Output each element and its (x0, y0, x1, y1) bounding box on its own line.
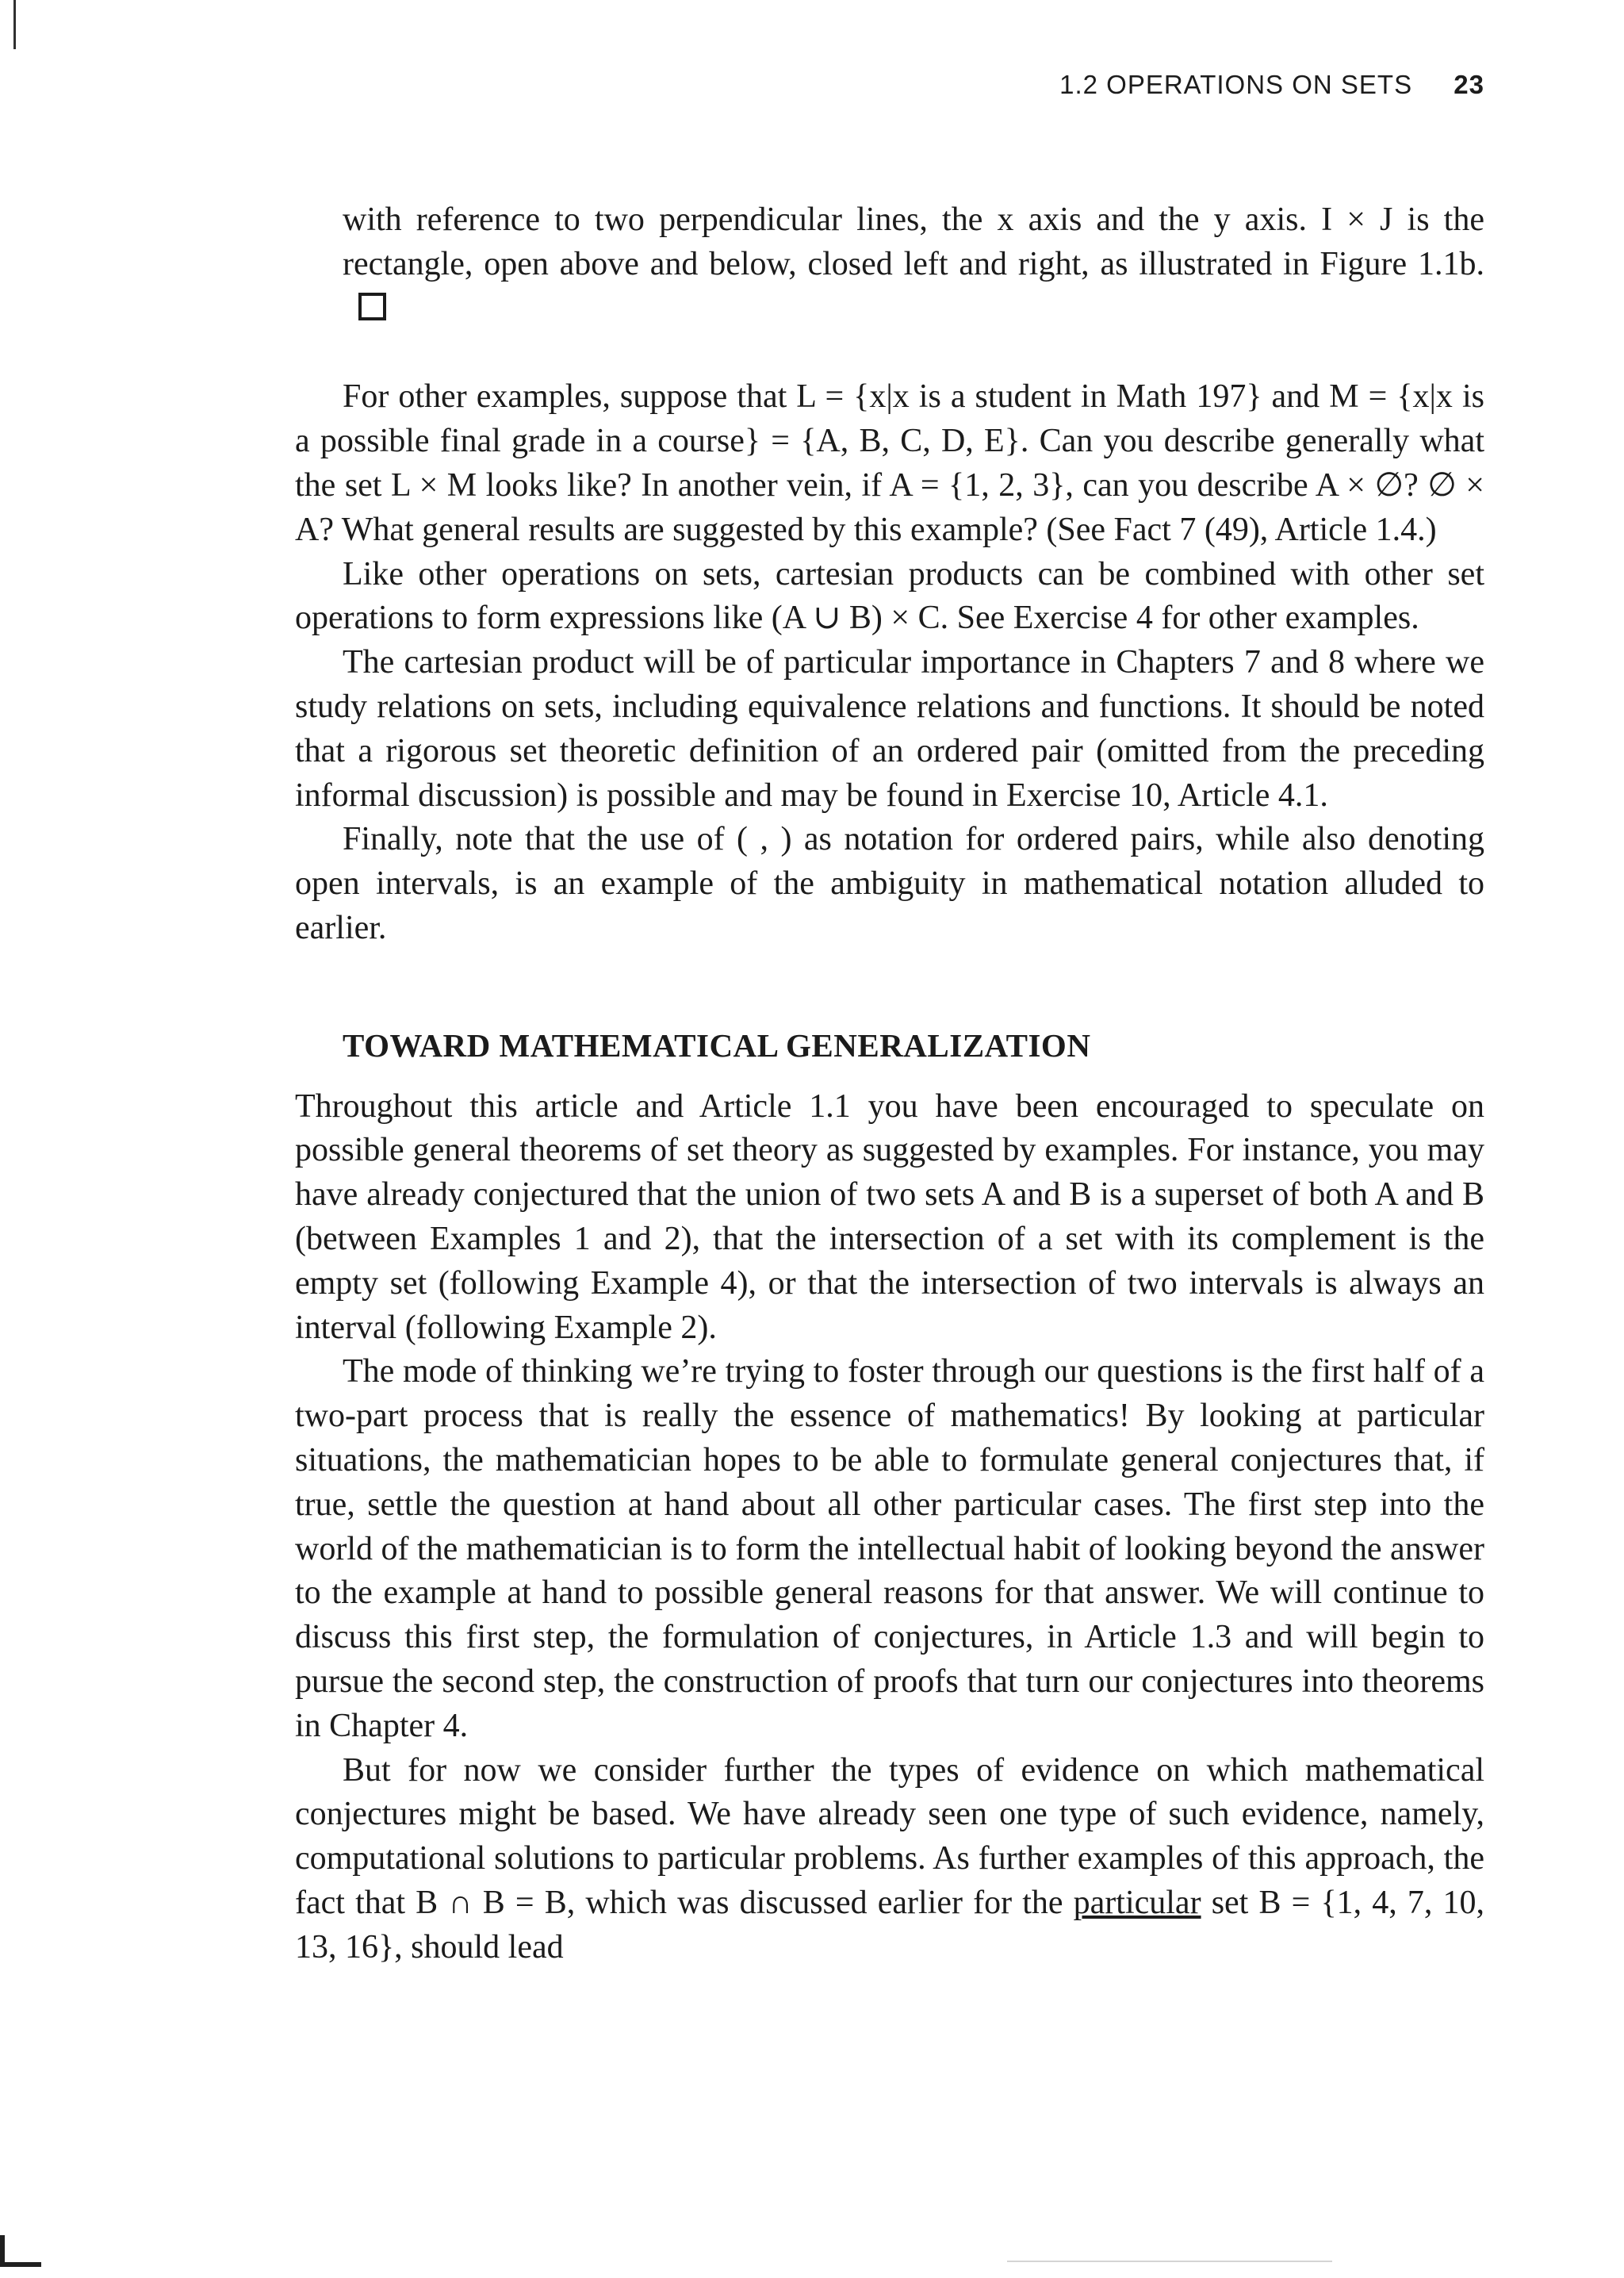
paragraph (343, 198, 1484, 331)
section-heading: TOWARD MATHEMATICAL GENERALIZATION (343, 1026, 1091, 1064)
paragraph-text: But for now we consider further the types of evidence on which mathematical conjectures might be based. We have already seen one type of such evidence, namely, computational solutions to particular problems. As further examples of this approach, the fact that B ∩ B = B, which was discussed earlier for the (295, 1751, 1484, 1921)
paragraph-text: with reference to two perpendicular lines, the x axis and the y axis. I × J is the rectangle, open above and below, closed left and right, as illustrated in Figure 1.1b. (343, 201, 1484, 282)
paragraph (295, 1749, 1484, 1970)
corner-crop-mark (0, 2235, 41, 2267)
scan-edge-mark (13, 0, 16, 49)
paragraph: The mode of thinking we’re trying to foster through our questions is the first half of a two-part process that is really the essence of mathematics! By looking at particular situations, the mathematician hopes to be able to formulate general conjectures that, if true, settle the question at hand about all other particular cases. The first step into the world of the mathematician is to form the intellectual habit of looking beyond the answer to the example at hand to possible general reasons for that answer. We will continue to discuss this first step, the formulation of conjectures, in Article 1.3 and will begin to pursue the second step, the construction of proofs that turn our conjectures into theorems in Chapter 4. (295, 1353, 1484, 1744)
paragraph: Like other operations on sets, cartesian products can be combined with other set operations to form expressions like (A ∪ B) × C. See Exercise 4 for other examples. (295, 555, 1484, 637)
page-number: 23 (1454, 70, 1484, 99)
paragraph: Throughout this article and Article 1.1 you have been encouraged to speculate on possible general theorems of set theory as suggested by examples. For instance, you may have already conjectured that the union of two sets A and B is a superset of both A and B (between Examples 1 and 2), that the intersection of a set with its complement is the empty set (following Example 4), or that the intersection of two intervals is always an interval (following Example 2). (295, 1087, 1484, 1346)
section-title: 1.2 OPERATIONS ON SETS (1059, 70, 1413, 99)
paragraph: The cartesian product will be of particular importance in Chapters 7 and 8 where we study relations on sets, including equivalence relations and functions. It should be noted that a rigorous set theoretic definition of an ordered pair (omitted from the preceding informal discussion) is possible and may be found in Exercise 10, Article 4.1. (295, 644, 1484, 814)
paragraph-text: set B = {1, 4, 7, 10, 13, 16}, should lead (295, 1884, 1484, 1965)
end-of-proof-icon (358, 293, 386, 320)
underlined-word: particular (1073, 1884, 1201, 1921)
running-head (1031, 70, 1484, 100)
scan-artifact-line (1007, 2261, 1332, 2262)
page-body (295, 198, 1484, 1969)
paragraph: Finally, note that the use of ( , ) as notation for ordered pairs, while also denoting open intervals, is an example of the ambiguity in mathematical notation alluded to earlier. (295, 821, 1484, 946)
paragraph: For other examples, suppose that L = {x|x is a student in Math 197} and M = {x|x is a possible final grade in a course} = {A, B, C, D, E}. Can you describe generally what the set L × M looks like? In another vein, if A = {1, 2, 3}, can you describe A × ∅? ∅ × A? What general results are suggested by this example? (See Fact 7 (49), Article 1.4.) (295, 378, 1484, 548)
